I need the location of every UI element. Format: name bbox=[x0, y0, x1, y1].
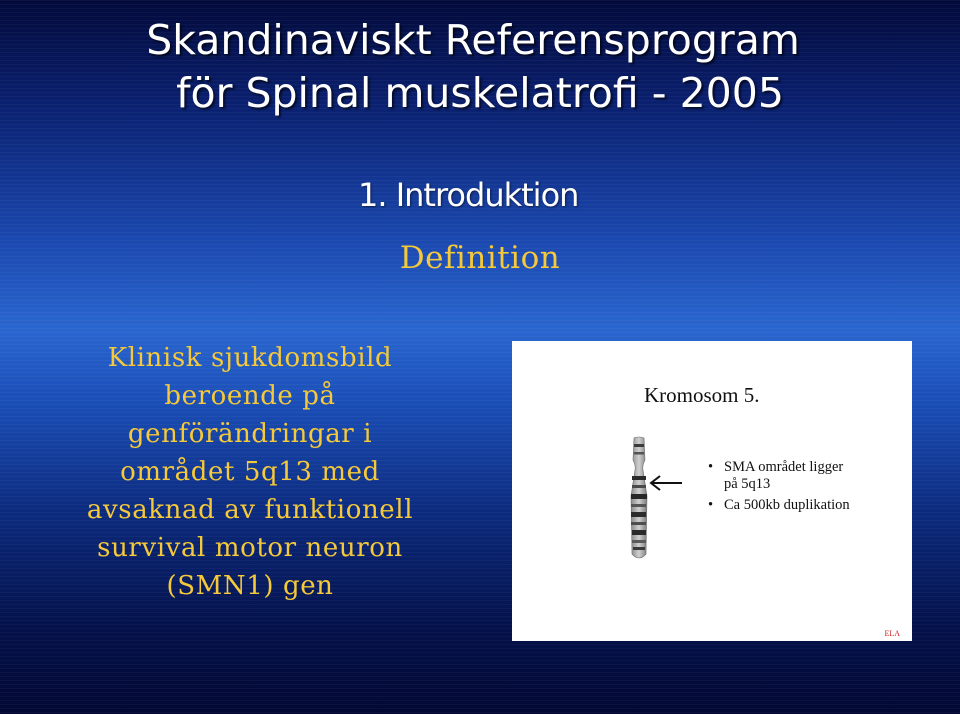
figure-title: Kromosom 5. bbox=[644, 383, 760, 407]
definition-text bbox=[70, 339, 430, 605]
figure-credit: ELA bbox=[884, 629, 900, 638]
section-heading: 1. Introduktion bbox=[358, 176, 579, 214]
bullet-line: • SMA området ligger bbox=[724, 459, 844, 475]
definition-line: (SMN1) gen bbox=[166, 571, 334, 601]
definition-line: survival motor neuron bbox=[97, 533, 403, 563]
bullet-line: på 5q13 bbox=[724, 476, 771, 492]
definition-line: Klinisk sjukdomsbild bbox=[107, 343, 393, 373]
chromosome-5-image bbox=[625, 436, 653, 562]
figure-bullet bbox=[708, 459, 850, 493]
chromosome-figure bbox=[512, 341, 912, 641]
definition-line: genförändringar i bbox=[127, 419, 373, 449]
definition-line: området 5q13 med bbox=[120, 457, 380, 487]
figure-bullet-list bbox=[708, 459, 850, 518]
slide-title-line-2: för Spinal muskelatrofi - 2005 bbox=[176, 69, 784, 117]
definition-line: beroende på bbox=[164, 381, 336, 411]
subtitle: Definition bbox=[399, 240, 561, 276]
arrow-left-icon bbox=[648, 474, 684, 492]
figure-bullet bbox=[708, 497, 850, 514]
bullet-line: • Ca 500kb duplikation bbox=[724, 497, 850, 513]
slide-title-line-1: Skandinaviskt Referensprogram bbox=[146, 16, 800, 64]
definition-line: avsaknad av funktionell bbox=[86, 495, 414, 525]
